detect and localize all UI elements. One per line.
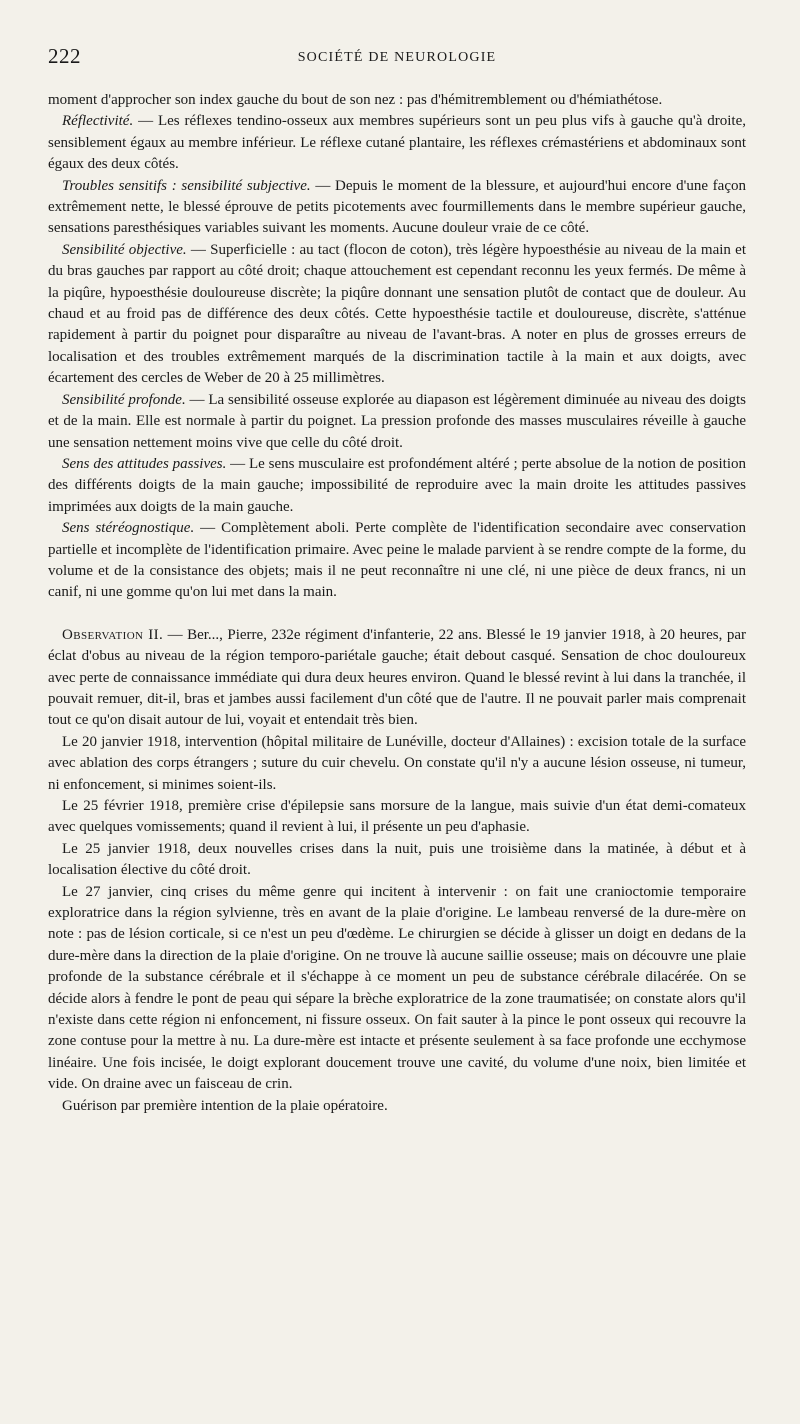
paragraph-text: — Superficielle : au tact (flocon de coton), très légère hypoesthésie au niveau de la main et du bras gauches par rapport au côté droit; chaque attouchement est cependant reconnu les yeux fermés. De même à la piqûre, hypoesthésie douloureuse discrète; la piqûre donnant une sensation plutôt de contact que de douleur. Au chaud et au froid pas de différence des deux côtés. Cette hypoesthésie tactile et douloureuse, discrète, s'atténue rapidement à partir du poignet pour disparaître au niveau de l'avant-bras. A noter en plus de grosses erreurs de localisation et des troubles extrêmement marqués de la discrimination tactile à la main et aux doigts, avec écartement des cercles de Weber de 20 à 25 millimètres. [48,241,746,387]
paragraph-lead: Sensibilité objective. [62,241,187,258]
paragraph-25-janvier: Le 25 janvier 1918, deux nouvelles crises dans la nuit, puis une troisième dans la matinée, à début et à localisation élective du côté droit. [48,840,746,879]
paragraph-text: — Les réflexes tendino-osseux aux membres supérieurs sont un peu plus vifs à gauche qu'à droite, sensiblement égaux au membre inférieur. Le réflexe cutané plantaire, les réflexes crémastériens et abdominaux sont égaux des deux côtés. [48,113,746,173]
body-text [48,90,746,1117]
paragraph-27-janvier: Le 27 janvier, cinq crises du même genre qui incitent à intervenir : on fait une cranioctomie temporaire exploratrice dans la région sylvienne, très en avant de la plaie d'origine. Le lambeau renversé de la dure-mère on note : pas de lésion corticale, si ce n'est un peu d'œdème. Le chirurgien se décide à glisser un doigt en dedans de la dure-mère dans la direction de la plaie d'origine. On ne trouve là aucune saillie osseuse; mais on découvre une plaie profonde de la substance cérébrale et il s'échappe à ce moment un peu de substance cérébrale dilacérée. On se décide alors à fendre le pont de peau qui sépare la brèche exploratrice de la zone traumatisée; on constate alors qu'il n'existe dans cette région ni enfoncement, ni fissure osseux. On fait sauter à la pince le pont osseux qui recouvre la zone contuse pour la mettre à nu. La dure-mère est intacte et présente seulement à sa face profonde une ecchymose linéaire. Une fois incisée, le doigt explorant doucement trouve une cavité, du volume d'une noix, bien limitée et vide. On draine avec un faisceau de crin. [48,883,746,1093]
paragraph-troubles-sensitifs [48,176,746,240]
paragraph-lead: Réflectivité. [62,113,134,130]
paragraph-text: — Depuis le moment de la blessure, et aujourd'hui encore d'une façon extrêmement nette, le blessé éprouve de petits picotements avec fourmillements dans le membre supérieur gauche, sensations paresthésiques variables suivant les moments. Aucune douleur vraie de ce côté. [48,177,746,237]
paragraph-lead: Sensibilité profonde. [62,391,186,408]
observation-label: Observation II. [62,626,164,643]
paragraph-20-janvier: Le 20 janvier 1918, intervention (hôpital militaire de Lunéville, docteur d'Allaines) : excision totale de la surface avec ablation des corps étrangers ; suture du cuir chevelu. On constate qu'il n'y a aucune lésion osseuse, ni tumeur, ni enfoncement, si minimes soient-ils. [48,733,746,793]
paragraph-sens-attitudes [48,454,746,518]
paragraph-text: — Ber..., Pierre, 232e régiment d'infanterie, 22 ans. Blessé le 19 janvier 1918, à 20 heures, par éclat d'obus au niveau de la région temporo-pariétale gauche; était debout casqué. Sensation de choc douloureux avec perte de connaissance immédiate qui dura deux heures environ. Quand le blessé revint à lui dans la tranchée, il pouvait remuer, dit-il, bras et jambes aussi facilement d'un côté que de l'autre. Il ne pouvait parler mais comprenait tout ce qu'on disait autour de lui, voyait et entendait très bien. [48,626,746,729]
paragraph-lead: Sens des attitudes passives. [62,455,227,472]
paragraph-25-fevrier: Le 25 février 1918, première crise d'épilepsie sans morsure de la langue, mais suivie d'un état demi-comateux avec quelques vomissements; quand il revient à lui, il présente un peu d'aphasie. [48,798,746,836]
page-number: 222 [48,44,81,68]
paragraph-lead: Troubles sensitifs : sensibilité subjective. [62,177,311,194]
paragraph-guerison: Guérison par première intention de la plaie opératoire. [62,1097,388,1114]
paragraph-sensibilite-profonde [48,390,746,454]
section-gap [48,604,746,625]
paragraph-text: — La sensibilité osseuse explorée au diapason est légèrement diminuée au niveau des doigts et de la main. Elle est normale à partir du poignet. La pression profonde des masses musculaires réveille à gauche une sensation nettement moins vive que celle du côté droit. [48,391,746,451]
paragraph-reflectivite [48,111,746,175]
page-header [48,44,746,72]
paragraph-lead: Sens stéréognostique. [62,520,195,537]
paragraph [48,90,746,111]
paragraph-text: — Complètement aboli. Perte complète de l'identification secondaire avec conservation partielle et incomplète de l'identification primaire. Avec peine le malade parvient à se rendre compte de la forme, du volume et de la consistance des objets; mais il ne peut reconnaître ni une clé, ni une pièce de deux francs, ni un canif, ni une gomme qu'on lui met dans la main. [48,520,746,601]
running-head: SOCIÉTÉ DE NEUROLOGIE [297,50,497,65]
paragraph-text: moment d'approcher son index gauche du bout de son nez : pas d'hémitremblement ou d'hémiathétose. [48,92,663,108]
paragraph-sens-stereognostique [48,518,746,604]
paragraph-observation-ii [48,625,746,732]
paragraph-text: — Le sens musculaire est profondément altéré ; perte absolue de la notion de position des différents doigts de la main gauche; impossibilité de reproduire avec la main droite les attitudes passives imprimées aux doigts de la main gauche. [48,455,746,515]
paragraph-sensibilite-objective [48,240,746,390]
